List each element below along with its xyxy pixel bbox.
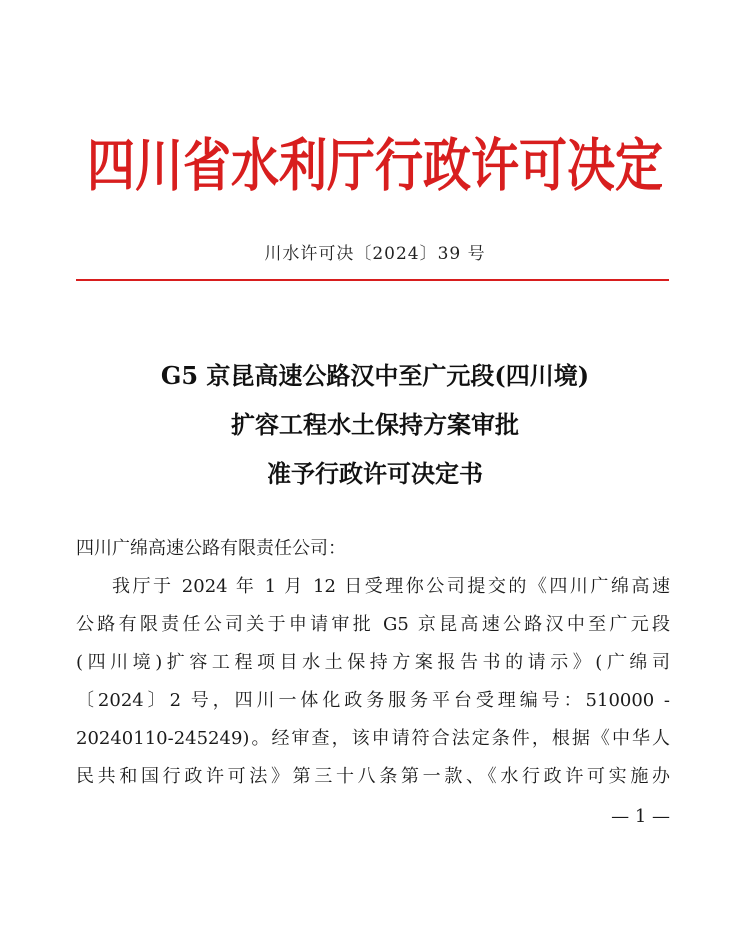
body-line: 公路有限责任公司关于申请审批 G5 京昆高速公路汉中至广元段 [76, 614, 670, 635]
page-number: — 1 — [611, 806, 670, 827]
decision-title-line-1: G5 京昆高速公路汉中至广元段(四川境) [160, 361, 590, 390]
body-line: 民共和国行政许可法》第三十八条第一款、《水行政许可实施办 [76, 766, 670, 787]
decision-title-line-2: 扩容工程水土保持方案审批 [231, 410, 519, 439]
body-line: 20240110-245249)。经审查，该申请符合法定条件，根据《中华人 [76, 728, 670, 749]
body-line: (四川境)扩容工程项目水土保持方案报告书的请示》(广绵司 [76, 652, 670, 673]
issuer-title: 四川省水利厅行政许可决定 [86, 132, 663, 200]
decision-title-line-3: 准予行政许可决定书 [267, 459, 483, 488]
body-line: 〔2024〕2 号，四川一体化政务服务平台受理编号：510000 - [76, 690, 670, 711]
document-number: 川水许可决〔2024〕39 号 [264, 244, 486, 264]
addressee: 四川广绵高速公路有限责任公司： [76, 538, 346, 559]
body-line: 我厅于 2024 年 1 月 12 日受理你公司提交的《四川广绵高速 [112, 576, 670, 597]
red-divider-rule [76, 279, 669, 281]
